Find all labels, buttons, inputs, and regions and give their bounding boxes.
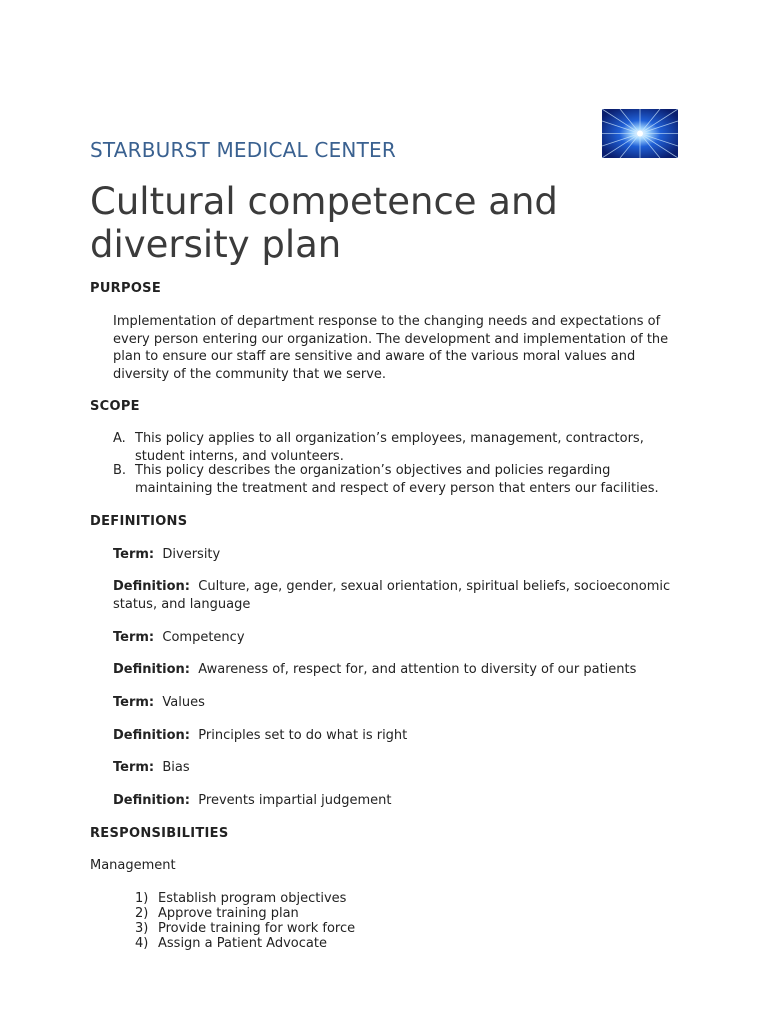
- term-value: Diversity: [162, 547, 221, 562]
- list-marker: 4): [135, 936, 149, 951]
- term-label: Term:: [113, 695, 155, 710]
- list-marker: 3): [135, 921, 149, 936]
- responsibilities-heading: RESPONSIBILITIES: [90, 826, 229, 841]
- list-text: Assign a Patient Advocate: [158, 936, 327, 951]
- term-row: [113, 629, 683, 647]
- document-title: Cultural competence and diversity plan: [90, 180, 558, 266]
- term-value: Bias: [162, 760, 190, 775]
- term-value: Competency: [162, 630, 245, 645]
- list-text: This policy describes the organization’s objectives and policies regarding maintaining the treatment and respect of every person that enters our facilities.: [135, 463, 659, 496]
- definition-value: Principles set to do what is right: [198, 728, 408, 743]
- definition-row: [113, 727, 683, 745]
- list-marker: 2): [135, 906, 149, 921]
- definition-label: Definition:: [113, 793, 191, 808]
- definition-label: Definition:: [113, 728, 191, 743]
- term-row: [113, 694, 683, 712]
- list-marker: B.: [113, 463, 127, 478]
- definition-label: Definition:: [113, 662, 191, 677]
- list-text: Provide training for work force: [158, 921, 356, 936]
- term-label: Term:: [113, 760, 155, 775]
- list-text: Approve training plan: [158, 906, 299, 921]
- list-text: This policy applies to all organization’s employees, management, contractors, student interns, and volunteers.: [135, 431, 644, 464]
- organization-name: STARBURST MEDICAL CENTER: [90, 138, 396, 162]
- definition-value: Awareness of, respect for, and attention to diversity of our patients: [198, 662, 637, 677]
- definitions-heading: DEFINITIONS: [90, 514, 188, 529]
- starburst-icon: [602, 109, 678, 158]
- purpose-heading: PURPOSE: [90, 281, 162, 296]
- scope-heading: SCOPE: [90, 399, 140, 414]
- definition-label: Definition:: [113, 579, 191, 594]
- purpose-text: Implementation of department response to the changing needs and expectations of every person entering our organization. The development and implementation of the plan to ensure our staff are sensitive and aware of the various moral values and diversity of the community that we serve.: [113, 314, 669, 382]
- responsibility-group: Management: [90, 858, 176, 873]
- term-label: Term:: [113, 547, 155, 562]
- term-row: [113, 759, 683, 777]
- definition-row: [113, 661, 683, 679]
- list-marker: A.: [113, 431, 126, 446]
- definition-value: Culture, age, gender, sexual orientation, spiritual beliefs, socioeconomic status, and language: [113, 579, 671, 612]
- definition-row: [113, 578, 683, 613]
- term-row: [113, 546, 683, 564]
- definition-row: [113, 792, 683, 810]
- term-label: Term:: [113, 630, 155, 645]
- list-text: Establish program objectives: [158, 891, 347, 906]
- list-marker: 1): [135, 891, 149, 906]
- definition-value: Prevents impartial judgement: [198, 793, 392, 808]
- term-value: Values: [162, 695, 205, 710]
